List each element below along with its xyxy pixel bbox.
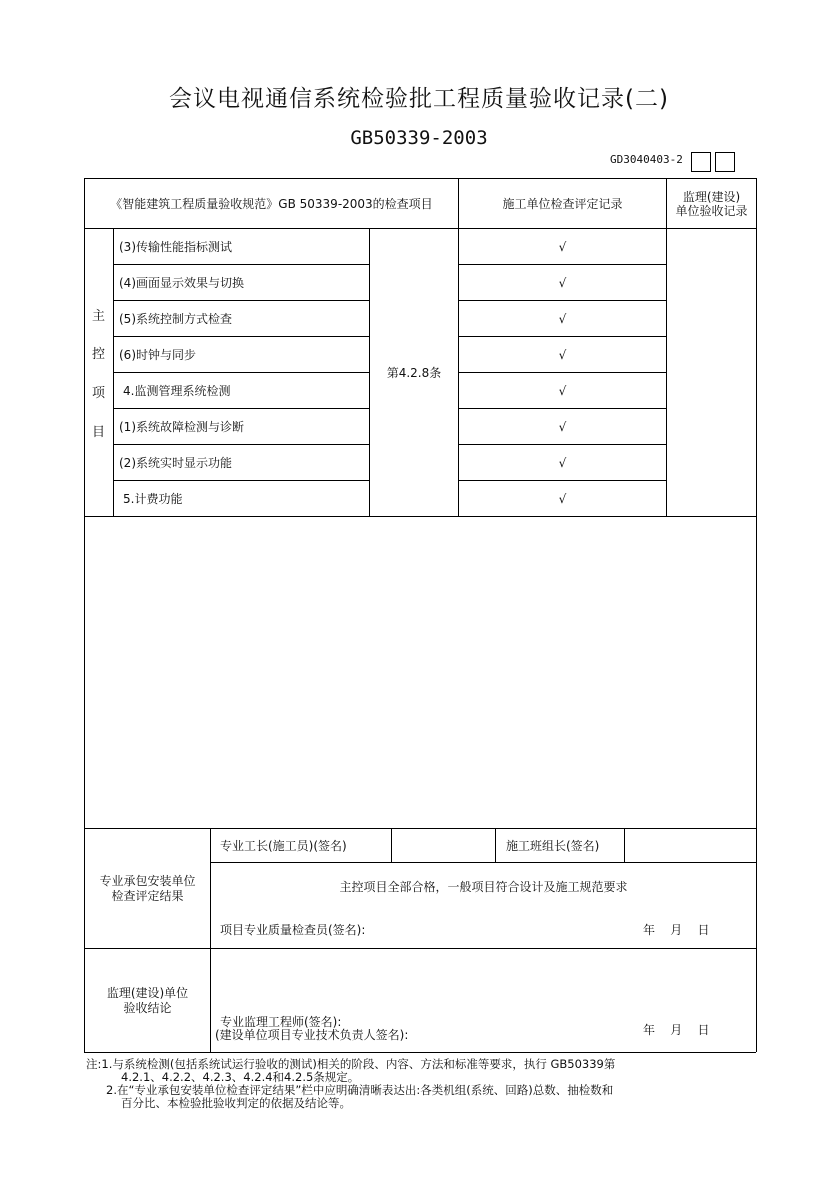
check-item: (2)系统实时显示功能	[119, 456, 232, 470]
header-supervisor-line2: 单位验收记录	[675, 203, 748, 218]
check-item: 5.计费功能	[123, 492, 183, 506]
contractor-conclusion[interactable]: 主控项目全部合格，一般项目符合设计及施工规范要求	[339, 879, 628, 894]
supervisor-record-field[interactable]	[667, 229, 756, 516]
form-code-box-2[interactable]	[715, 152, 735, 172]
note-line: 2.在“专业承包安装单位检查评定结果”栏中应明确清晰表达出:各类机组(系统、回路)总数、抽检数和	[106, 1083, 614, 1097]
main-control-label-char: 主	[91, 309, 105, 324]
check-item: 4.监测管理系统检测	[123, 384, 231, 398]
page-title: 会议电视通信系统检验批工程质量验收记录(二)	[169, 86, 669, 112]
form-code-box-1[interactable]	[691, 152, 711, 172]
team-leader-signature-field[interactable]	[625, 829, 756, 862]
check-result[interactable]: √	[558, 239, 567, 254]
header-contractor-record: 施工单位检查评定记录	[502, 197, 623, 211]
notes	[86, 1058, 615, 1110]
supervisor-conclusion-field[interactable]	[211, 949, 756, 1011]
header-supervisor-line1: 监理(建设)	[682, 189, 741, 204]
check-item: (4)画面显示效果与切换	[119, 276, 244, 290]
check-result[interactable]: √	[558, 419, 567, 434]
team-leader-signature-label: 施工班组长(签名)	[506, 839, 600, 853]
contractor-date[interactable]: 年 月 日	[643, 922, 710, 937]
note-line: 注:1.与系统检测(包括系统试运行验收的测试)相关的阶段、内容、方法和标准等要求，执行 GB50339第	[86, 1057, 616, 1071]
header-supervisor-record	[667, 179, 756, 228]
supervisor-section-label	[85, 949, 210, 1052]
check-item: (3)传输性能指标测试	[119, 240, 232, 254]
supervisor-signature-labels	[215, 1016, 408, 1042]
note-line: 百分比、本检验批验收判定的依据及结论等。	[121, 1096, 351, 1110]
standard-number: GB50339-2003	[350, 127, 488, 149]
clause-reference: 第4.2.8条	[386, 366, 442, 380]
contractor-label-line2: 检查评定结果	[111, 888, 184, 903]
note-line: 4.2.1、4.2.2、4.2.3、4.2.4和4.2.5条规定。	[121, 1070, 360, 1084]
check-result[interactable]: √	[558, 491, 567, 506]
owner-technical-lead-label: (建设单位项目专业技术负责人签名):	[215, 1028, 409, 1042]
check-item: (1)系统故障检测与诊断	[119, 420, 244, 434]
check-result[interactable]: √	[558, 383, 567, 398]
check-result[interactable]: √	[558, 311, 567, 326]
supervisor-label-line1: 监理(建设)单位	[106, 985, 189, 1000]
main-control-label-char: 控	[91, 347, 105, 362]
contractor-section-label	[85, 829, 210, 948]
foreman-signature-field[interactable]	[392, 829, 495, 862]
contractor-label-line1: 专业承包安装单位	[99, 873, 196, 888]
check-result[interactable]: √	[558, 455, 567, 470]
supervisor-date[interactable]: 年 月 日	[643, 1022, 710, 1037]
foreman-signature-label: 专业工长(施工员)(签名)	[220, 839, 347, 853]
blank-area	[85, 517, 756, 828]
main-control-label-char: 目	[91, 425, 105, 440]
check-item: (6)时钟与同步	[119, 348, 196, 362]
header-inspection-items: 《智能建筑工程质量验收规范》GB 50339-2003的检查项目	[110, 197, 433, 211]
check-result[interactable]: √	[558, 347, 567, 362]
main-control-label-char: 项	[91, 386, 105, 401]
quality-inspector-signature-label: 项目专业质量检查员(签名):	[220, 922, 366, 937]
check-result[interactable]: √	[558, 275, 567, 290]
supervisor-label-line2: 验收结论	[123, 1000, 172, 1015]
supervising-engineer-label: 专业监理工程师(签名):	[220, 1015, 342, 1029]
check-item: (5)系统控制方式检查	[119, 312, 232, 326]
form-code: GD3040403-2	[610, 153, 683, 166]
